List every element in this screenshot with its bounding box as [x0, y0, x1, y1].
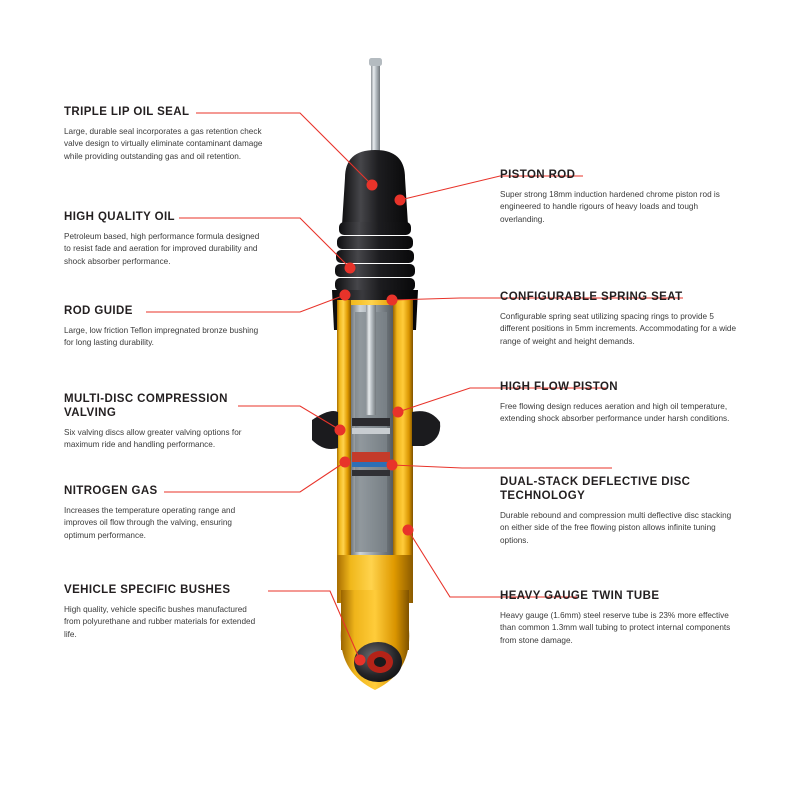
callout-body: Increases the temperature operating range and improves oil flow through the valving, ensuring optimum performance.	[64, 506, 236, 540]
callout-high-flow-piston	[500, 380, 740, 426]
callout-vehicle-specific-bushes	[64, 583, 264, 641]
callout-piston-rod	[500, 168, 740, 226]
callout-title: CONFIGURABLE SPRING SEAT	[500, 291, 683, 303]
callout-dual-stack-deflective-disc-technology	[500, 475, 740, 547]
callout-body: Configurable spring seat utilizing spacing rings to provide 5 different positions in 5mm increments. Accommodating for a wide range of weight and height demands.	[500, 312, 737, 346]
callout-title: TRIPLE LIP OIL SEAL	[64, 106, 190, 118]
callout-multi-disc-compression-valving	[64, 392, 264, 452]
callout-body: Large, low friction Teflon impregnated bronze bushing for long lasting durability.	[64, 326, 259, 348]
callout-body: Free flowing design reduces aeration and high oil temperature, extending shock absorber performance under harsh conditions.	[500, 402, 730, 424]
callout-triple-lip-oil-seal	[64, 105, 264, 163]
callout-title: DUAL-STACK DEFLECTIVE DISC TECHNOLOGY	[500, 476, 691, 502]
callout-title: HIGH FLOW PISTON	[500, 381, 618, 393]
callout-title: NITROGEN GAS	[64, 485, 158, 497]
callout-body: High quality, vehicle specific bushes manufactured from polyurethane and rubber materials for extended life.	[64, 605, 256, 639]
callout-title: HEAVY GAUGE TWIN TUBE	[500, 590, 660, 602]
callout-high-quality-oil	[64, 210, 264, 268]
callout-title: HIGH QUALITY OIL	[64, 211, 175, 223]
callout-body: Heavy gauge (1.6mm) steel reserve tube is 23% more effective than common 1.3mm wall tubing to protect internal components from stone damage.	[500, 611, 731, 645]
callout-body: Petroleum based, high performance formula designed to resist fade and aeration for improved durability and shock absorber performance.	[64, 232, 260, 266]
callout-body: Durable rebound and compression multi deflective disc stacking on either side of the free flowing piston allows infinite tuning options.	[500, 511, 732, 545]
callout-body: Six valving discs allow greater valving options for maximum ride and handling performance.	[64, 428, 242, 450]
callout-title: VEHICLE SPECIFIC BUSHES	[64, 584, 231, 596]
callout-heavy-gauge-twin-tube	[500, 589, 740, 647]
callout-title: ROD GUIDE	[64, 305, 133, 317]
callout-title: MULTI-DISC COMPRESSION VALVING	[64, 393, 228, 419]
callout-rod-guide	[64, 304, 264, 350]
shock-body	[312, 58, 440, 690]
callout-body: Super strong 18mm induction hardened chrome piston rod is engineered to handle rigours of heavy loads and tough overlanding.	[500, 190, 720, 224]
callout-title: PISTON ROD	[500, 169, 576, 181]
callout-configurable-spring-seat	[500, 290, 740, 348]
leader-dots	[335, 180, 414, 666]
callout-body: Large, durable seal incorporates a gas retention check valve design to virtually eliminate contaminant damage while providing outstanding gas and oil retention.	[64, 127, 263, 161]
callout-nitrogen-gas	[64, 484, 264, 542]
